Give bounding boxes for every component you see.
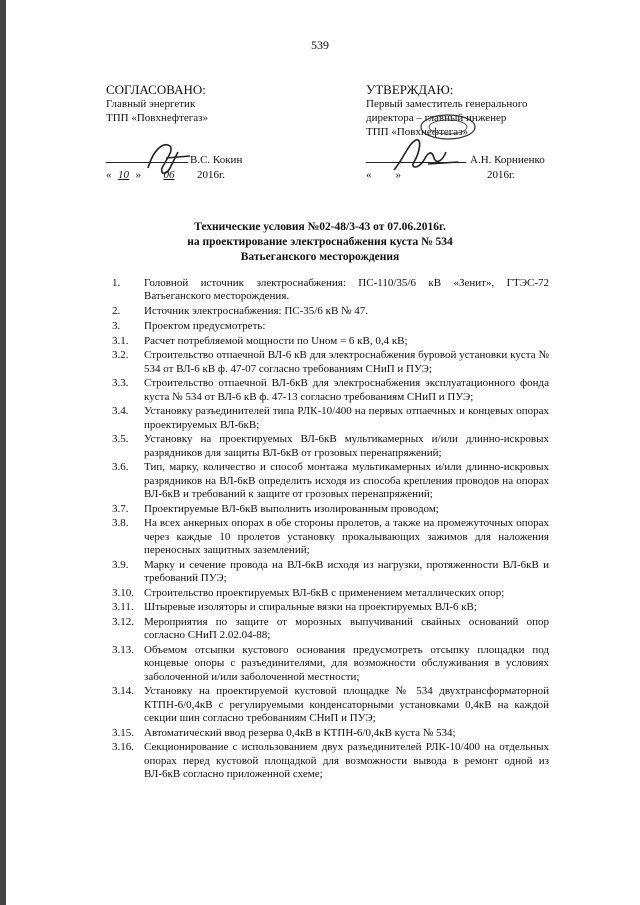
list-item-text: Источник электроснабжения: ПС-35/6 кВ № 47. <box>144 305 369 317</box>
title-line-3: Ватьеганского месторождения <box>240 251 400 263</box>
list-item-number: 3.8. <box>112 517 129 530</box>
list-item <box>112 601 549 614</box>
approval-right-line-1: Первый заместитель генерального <box>366 98 528 110</box>
list-item-text: На всех анкерных опорах в обе стороны пролетов, а также на промежуточных опорах через каждые 10 пролетов установку прокалывающих зажимов для наложения переносных защитных заземлений; <box>144 517 549 556</box>
list-item-number: 3.2. <box>112 349 129 362</box>
list-item-number: 3.5. <box>112 433 129 446</box>
title-line-2: на проектирование электроснабжения куста № 534 <box>187 236 453 248</box>
approval-left-heading: СОГЛАСОВАНО: <box>106 82 206 97</box>
list-item-text: Установку на проектируемых ВЛ-6кВ мультикамерных и/или длинно-искровых разрядников для защиты ВЛ-6кВ от грозовых перенапряжений; <box>144 433 549 459</box>
list-item <box>112 559 549 585</box>
approval-left-block <box>106 83 306 125</box>
date-right: « » 2016г. <box>366 169 516 181</box>
list-item-text: Головной источник электроснабжения: ПС-110/35/6 кВ «Зенит», ГТЭС-72 Ватьеганского месторождения. <box>144 277 549 303</box>
approval-right-heading: УТВЕРЖДАЮ: <box>366 82 454 97</box>
signature-line-right <box>366 162 466 163</box>
list-item-number: 3.1. <box>112 334 129 347</box>
list-item <box>112 685 549 725</box>
list-item-number: 3.13. <box>112 644 134 657</box>
date-right-year: 2016г. <box>487 169 516 181</box>
signature-line-left <box>106 162 188 163</box>
list-item-number: 3.10. <box>112 586 134 599</box>
list-item <box>112 349 549 375</box>
list-item-text: Секционирование с использованием двух разъединителей РЛК-10/400 на отдельных опорах перед кустовой площадкой для возможности вывода в ремонт одной из ВЛ-6кВ согласно приложенной схеме; <box>144 741 549 780</box>
list-item-text: Расчет потребляемой мощности по Uном = 6 кВ, 0,4 кВ; <box>144 334 408 347</box>
list-item-number: 3.9. <box>112 558 129 571</box>
list-item-text: Строительство отпаечной ВЛ-6кВ для электроснабжения эксплуатационного фонда куста № 534 от ВЛ-6 кВ ф. 47-13 согласно требованиям СНиП и ПУЭ; <box>144 377 549 403</box>
list-item-text: Строительство проектируемых ВЛ-6кВ с применением металлических опор; <box>144 586 505 599</box>
list-item-text: Марку и сечение провода на ВЛ-6кВ исходя из нагрузки, протяженности ВЛ-6кВ и требований ПУЭ; <box>144 558 549 584</box>
list-item-text: Автоматический ввод резерва 0,4кВ в КТПН-6/0,4кВ куста № 534; <box>144 726 456 739</box>
list-item-number: 3.12. <box>112 616 134 629</box>
date-left: « 10 » 06 2016г. <box>106 169 226 181</box>
list-item <box>112 305 549 318</box>
list-item <box>112 277 549 303</box>
list-item-text: Тип, марку, количество и способ монтажа мультикамерных и/или длинно-искровых разрядников на ВЛ-6кВ определить исходя из способа крепления проводов на опорах ВЛ-6кВ и требований к защите от грозовых перенапряжений; <box>144 461 549 500</box>
approval-left-line-2: ТПП «Повхнефтегаз» <box>106 112 208 124</box>
signer-right: А.Н. Корниенко <box>470 154 545 166</box>
signer-left: В.С. Кокин <box>190 154 243 166</box>
list-item <box>112 461 549 501</box>
date-left-day: 10 <box>118 169 129 181</box>
list-item-number: 3.4. <box>112 405 129 418</box>
approval-right-line-3: ТПП «Повхнефтегаз» <box>366 126 468 138</box>
date-left-month: 06 <box>163 169 175 181</box>
list-item <box>112 644 549 684</box>
list-item-text: Установку разъединителей типа РЛК-10/400 на первых отпаечных и концевых опорах проектируемых ВЛ-6кВ; <box>144 405 549 431</box>
list-item-number: 3.7. <box>112 502 129 515</box>
list-item-text: Проектируемые ВЛ-6кВ выполнить изолированным проводом; <box>144 502 439 515</box>
approval-right-line-2: директора – главный инженер <box>366 112 507 124</box>
list-item-number: 3.15. <box>112 726 134 739</box>
list-item-text: Мероприятия по защите от морозных выпучиваний свайных оснований опор согласно СНиП 2.02.04-88; <box>144 616 549 642</box>
scan-edge <box>0 0 6 905</box>
list-item-text: Строительство отпаечной ВЛ-6 кВ для электроснабжения буровой установки куста № 534 от ВЛ-6 кВ ф. 47-07 согласно требованиям СНиП и ПУЭ; <box>144 349 549 375</box>
list-item <box>112 405 549 431</box>
list-item <box>112 727 549 740</box>
list-item <box>112 517 549 557</box>
list-item-number: 2. <box>112 305 121 317</box>
requirements-list <box>112 277 549 783</box>
list-item <box>112 587 549 600</box>
page-number: 539 <box>311 38 329 52</box>
list-item-number: 3.6. <box>112 461 129 474</box>
list-item-text: Проектом предусмотреть: <box>144 319 266 332</box>
approval-left-line-1: Главный энергетик <box>106 98 196 110</box>
document-title <box>0 220 640 265</box>
list-item <box>112 503 549 516</box>
list-item-number: 3.16. <box>112 741 134 754</box>
list-item-number: 3.11. <box>112 601 134 614</box>
list-item-text: Штыревые изоляторы и спиральные вязки на проектируемых ВЛ-6 кВ; <box>144 601 477 614</box>
list-item <box>112 320 549 333</box>
date-left-year: 2016г. <box>197 169 226 181</box>
list-item-number: 3. <box>112 319 121 332</box>
list-item-number: 3.3. <box>112 377 129 390</box>
list-item-number: 3.14. <box>112 685 134 698</box>
list-item <box>112 433 549 459</box>
list-item-number: 1. <box>112 277 121 289</box>
list-item <box>112 377 549 403</box>
list-item-text: Объемом отсыпки кустового основания предусмотреть отсыпку площадки под концевые опоры с разъединителями, для возможности обслуживания в условиях заболоченной и/или заболоченной местности; <box>144 644 549 683</box>
title-line-1: Технические условия №02-48/3-43 от 07.06.2016г. <box>194 221 446 233</box>
list-item <box>112 335 549 348</box>
list-item <box>112 616 549 642</box>
list-item <box>112 741 549 781</box>
list-item-text: Установку на проектируемой кустовой площадке № 534 двухтрансформаторной КТПН-6/0,4кВ с регулируемыми конденсаторными установками 0,4кВ на каждой секции шин согласно требованиям СНиП и ПУЭ; <box>144 685 549 724</box>
